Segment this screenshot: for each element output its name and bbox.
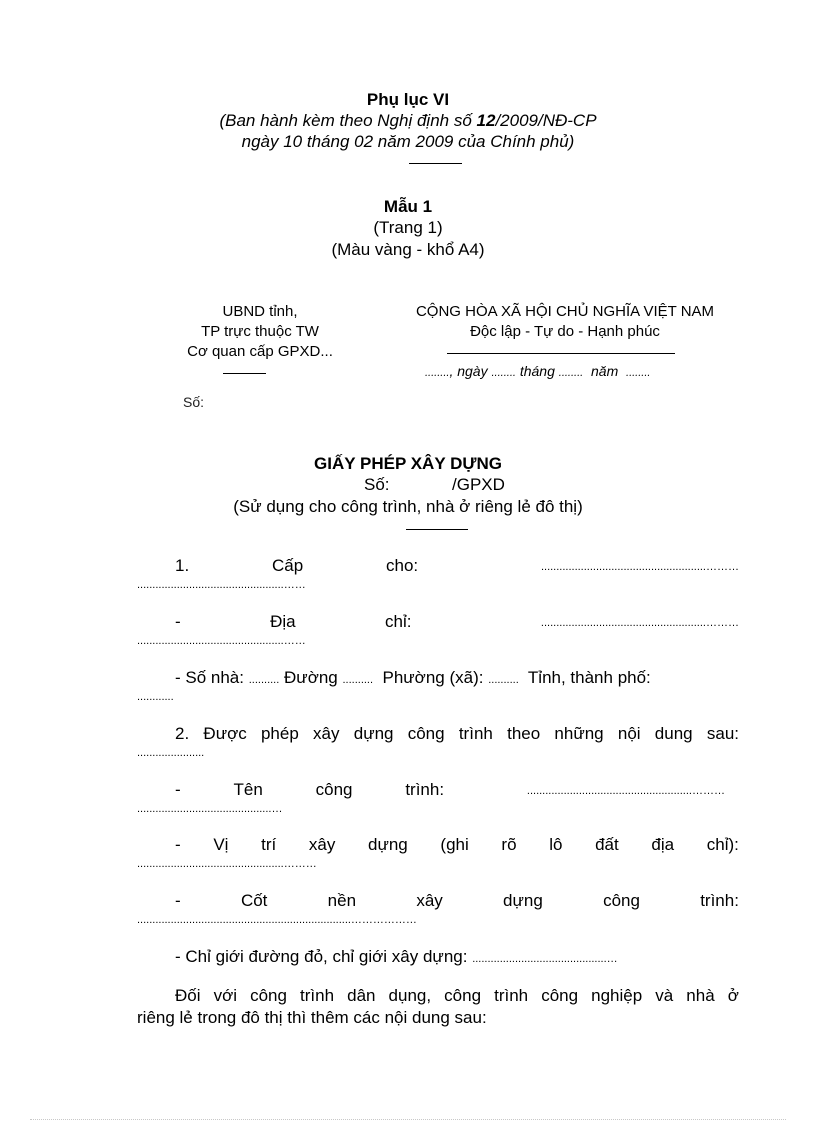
agency-line2: TP trực thuộc TW <box>201 323 319 340</box>
address-dash: - <box>175 612 181 631</box>
address-continuation[interactable]: ................................................…… <box>137 635 306 647</box>
note-word: nghiệp <box>591 986 643 1005</box>
project-name-continuation[interactable]: ............................................… <box>137 803 283 815</box>
permission-line: 2. Được phép xây dựng công trình theo những nội dung sau: <box>175 724 739 743</box>
date-month-label: tháng <box>519 363 555 379</box>
form-title: Mẫu 1 <box>383 197 433 216</box>
appendix-title: Phụ lục VI <box>366 90 450 109</box>
address-word-1: Địa <box>270 612 296 631</box>
location-word: - <box>175 835 181 854</box>
location-word: địa <box>651 835 675 854</box>
agency-divider <box>223 373 266 374</box>
foundation-word: - <box>175 891 181 910</box>
foundation-word: dựng <box>503 891 543 910</box>
note-word: dân <box>347 986 376 1005</box>
address-row <box>175 612 739 632</box>
location-label: chỉ): <box>706 835 739 854</box>
note-word: trình <box>300 986 335 1005</box>
project-name-label: trình: <box>405 780 445 799</box>
date-dots-3: ........ <box>558 367 584 379</box>
note-word: công <box>250 986 287 1005</box>
appendix-issued-line <box>0 111 816 131</box>
project-name-word-2: công <box>315 780 353 799</box>
house-number-label: - Số nhà: <box>175 668 244 687</box>
boundary-dots[interactable]: ............................................… <box>472 953 618 965</box>
address-label: chỉ: <box>385 612 412 631</box>
issued-to-label: cho: <box>386 556 419 575</box>
form-paper: (Màu vàng - khổ A4) <box>331 240 485 259</box>
location-word: lô <box>549 835 563 854</box>
location-row <box>175 835 739 855</box>
agency-line1: UBND tỉnh, <box>222 303 298 320</box>
foundation-word: xây <box>416 891 443 910</box>
issued-prefix: (Ban hành kèm theo Nghị định số <box>219 111 477 130</box>
project-name-dots[interactable]: ......................................................……… <box>526 785 725 797</box>
foundation-word: công <box>603 891 640 910</box>
location-word: dựng <box>368 835 408 854</box>
location-word: Vị <box>213 835 229 854</box>
issued-to-continuation[interactable]: ................................................…… <box>137 579 306 591</box>
issued-to-row <box>175 556 739 576</box>
foundation-continuation[interactable]: ......................................................................……………… <box>137 914 417 926</box>
ward-label: Phường (xã): <box>382 668 484 687</box>
decree-number: 12 <box>476 111 496 130</box>
nation-name: CỘNG HÒA XÃ HỘI CHỦ NGHĨA VIỆT NAM <box>415 303 715 320</box>
street-continuation[interactable]: ............ <box>137 691 174 703</box>
city-label: Tỉnh, thành phố: <box>527 668 651 687</box>
appendix-divider <box>409 163 462 164</box>
foundation-label: trình: <box>700 891 739 910</box>
note-word: ở <box>727 986 739 1005</box>
form-page: (Trang 1) <box>373 218 443 237</box>
date-dots-1: ........ <box>425 367 450 379</box>
note-word: công <box>541 986 579 1005</box>
location-continuation[interactable]: ................................................……… <box>137 858 317 870</box>
date-day-label: , ngày <box>449 363 488 379</box>
boundary-label: - Chỉ giới đường đỏ, chỉ giới xây dựng: <box>175 947 468 966</box>
note-word: và <box>655 986 674 1005</box>
permit-number-suffix: /GPXD <box>452 475 505 494</box>
street-label: Đường <box>284 668 338 687</box>
foundation-word: nền <box>327 891 357 910</box>
page-bottom-border <box>30 1119 786 1121</box>
project-name-dash: - <box>175 780 181 799</box>
note-line-2: riêng lẻ trong đô thị thì thêm các nội dung sau: <box>137 1008 487 1027</box>
note-word: dụng, <box>388 986 432 1005</box>
date-line <box>425 363 650 379</box>
date-year-label: năm <box>591 363 619 379</box>
street-dots[interactable]: .......... <box>342 674 374 686</box>
foundation-word: Cốt <box>240 891 268 910</box>
note-line-1 <box>175 986 739 1006</box>
ward-dots[interactable]: .......... <box>488 674 519 686</box>
document-number-label: Số: <box>183 394 205 410</box>
boundary-row <box>175 947 618 967</box>
appendix-date-line: ngày 10 tháng 02 năm 2009 của Chính phủ) <box>241 132 575 151</box>
project-name-word-1: Tên <box>233 780 263 799</box>
date-dots-2: ........ <box>491 367 516 379</box>
house-number-dots[interactable]: .......... <box>248 674 280 686</box>
foundation-row <box>175 891 739 911</box>
note-word: với <box>213 986 238 1005</box>
address-dots[interactable]: ......................................................……… <box>540 617 739 629</box>
note-word: trình <box>494 986 529 1005</box>
note-word: Đối <box>175 986 201 1005</box>
motto-divider <box>447 353 675 354</box>
permit-divider <box>406 529 468 530</box>
location-word: rõ <box>501 835 517 854</box>
permit-title: GIẤY PHÉP XÂY DỰNG <box>314 454 502 473</box>
location-word: trí <box>261 835 277 854</box>
issued-to-word-1: Cấp <box>272 556 304 575</box>
issued-to-number: 1. <box>175 556 190 575</box>
note-word: nhà <box>686 986 715 1005</box>
issued-suffix: /2009/NĐ-CP <box>495 111 597 130</box>
issued-to-dots[interactable]: ......................................................……… <box>540 561 739 573</box>
location-word: (ghi <box>440 835 469 854</box>
project-name-row <box>175 780 725 800</box>
nation-motto: Độc lập - Tự do - Hạnh phúc <box>470 323 660 340</box>
date-dots-4: ........ <box>626 367 651 379</box>
note-word: công <box>444 986 482 1005</box>
street-row <box>175 668 651 688</box>
permission-continuation[interactable]: ...................... <box>137 747 205 759</box>
permit-number-label: Số: <box>364 475 390 494</box>
permit-usage: (Sử dụng cho công trình, nhà ở riêng lẻ đô thị) <box>233 497 583 516</box>
location-word: xây <box>308 835 336 854</box>
agency-line3: Cơ quan cấp GPXD... <box>187 343 333 360</box>
location-word: đất <box>595 835 619 854</box>
